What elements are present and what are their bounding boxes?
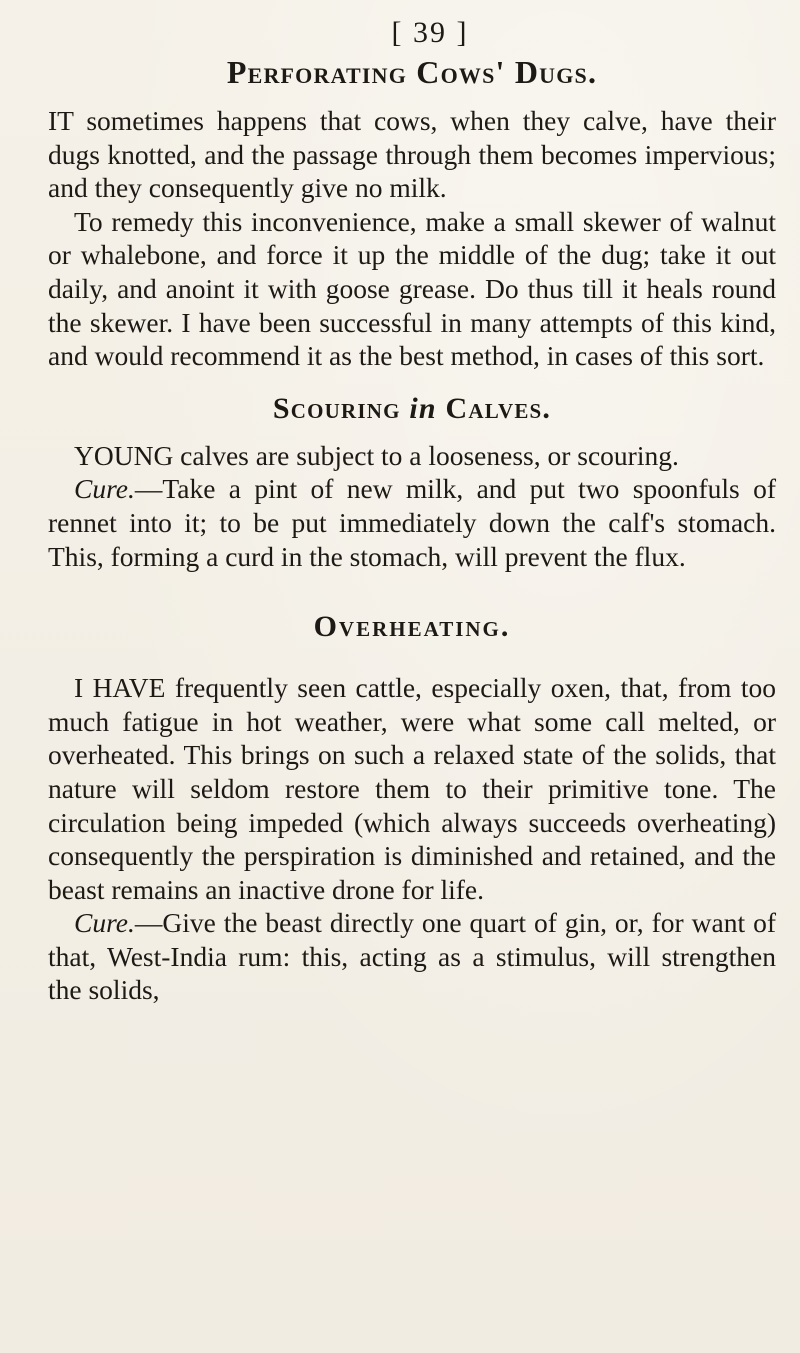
paragraph-scouring-1: YOUNG calves are subject to a looseness, or scouring.: [74, 439, 679, 471]
paragraph-perforating-2: To remedy this inconvenience, make a small skewer of walnut or whalebone, and force it up the middle of the dug; take it out daily, and anoint it with goose grease. Do thus till it heals round the skewer. I have been successful in many attempts of this kind, and would recommend it as the best method, in cases of this sort.: [48, 205, 776, 372]
paragraph-overheating-1: I HAVE frequently seen cattle, especially oxen, that, from too much fatigue in hot weather, were what some call melted, or overheated. This brings on such a relaxed state of the solids, that nature will seldom restore them to their primitive tone. The circulation being impeded (which always succeeds overheating) consequently the perspiration is diminished and retained, and the beast remains an inactive drone for life.: [48, 672, 776, 905]
section-heading-perforating: Perforating Cows' Dugs.: [226, 54, 598, 90]
heading-scouring-prefix: Scouring: [272, 391, 410, 425]
page-number: [ 39 ]: [391, 16, 469, 49]
cure-text: —Give the beast directly one quart of gin, or, for want of that, West-India rum: this, acting as a stimulus, will strengthen the solids,: [48, 907, 776, 1006]
section-heading-scouring: [48, 391, 776, 427]
paragraph-overheating-cure: [48, 906, 776, 1007]
page-content: [48, 16, 776, 1007]
cure-label: Cure.: [74, 473, 135, 505]
cure-text: —Take a pint of new milk, and put two spoonfuls of rennet into it; to be put immediately down the calf's stomach. This, forming a curd in the stomach, will prevent the flux.: [48, 473, 776, 572]
heading-scouring-suffix: Calves.: [436, 391, 552, 425]
section-heading-overheating: Overheating.: [313, 610, 511, 644]
cure-label: Cure.: [74, 907, 135, 939]
paragraph-scouring-cure: [48, 472, 776, 573]
paragraph-perforating-1: IT sometimes happens that cows, when they calve, have their dugs knotted, and the passage through them becomes impervious; and they consequently give no milk.: [48, 105, 776, 204]
heading-scouring-italic: in: [409, 391, 437, 425]
